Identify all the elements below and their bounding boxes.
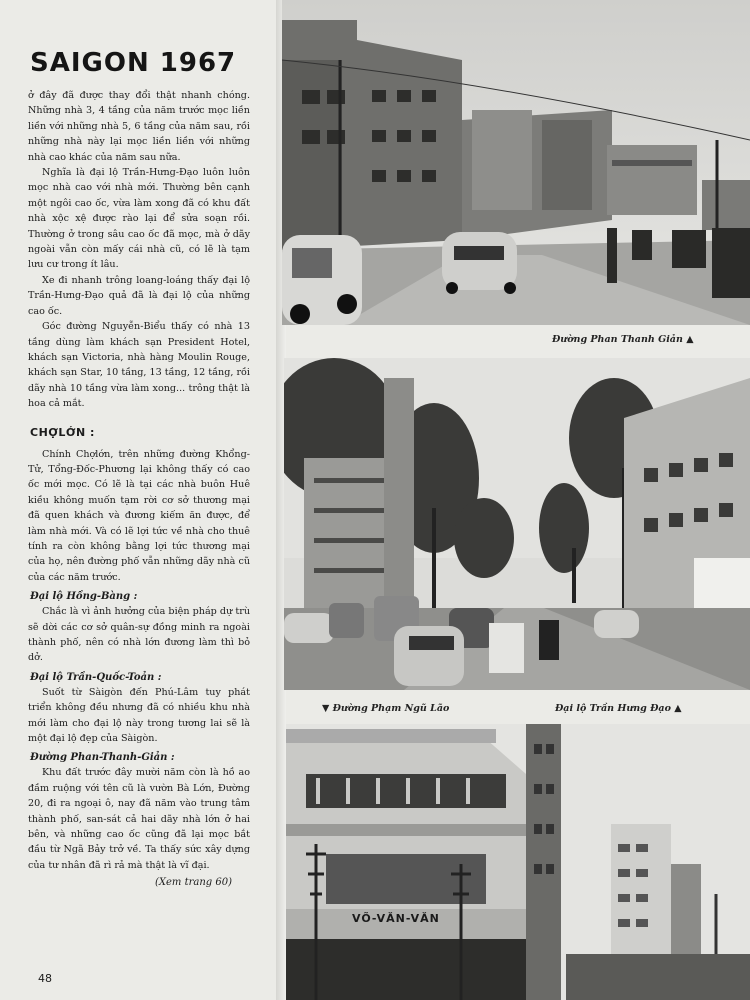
article-column (28, 48, 250, 888)
section-heading-cholon: CHỢLỚN : (30, 425, 95, 439)
subheading-phanthanhgian: Đường Phan-Thanh-Giản : (30, 752, 175, 764)
page-number: 48 (38, 972, 52, 985)
caption-text: Đường Phan Thanh Giản (552, 334, 683, 345)
paragraph: Chính Chợlớn, trên những đường Khổng-Tử, Tổng-Đốc-Phương lại không thấy có cao ốc mới mọc. Có lẽ là tại các nhà buôn Huê kiều không muốn tạm rời cơ sở thương mại đã quen khách và đương kiếm ăn được, để làm nhà mới. Và có lẽ lợi tức về nhà cho thuê tính ra còn không bằng lợi tức thương mại của họ, nên đường phố vẫn những dãy nhà cũ của các năm trước. (28, 448, 250, 583)
shop-sign: VÕ-VĂN-VĂN (352, 912, 440, 925)
caption-photo1 (552, 334, 694, 345)
continued-note: (Xem trang 60) (154, 877, 232, 889)
photo-corner-building (286, 724, 750, 1000)
triangle-down-icon: ▼ (322, 703, 330, 714)
paragraph: Nghĩa là đại lộ Trần-Hưng-Đạo luôn luôn mọc nhà cao với nhà mới. Thường bên cạnh một ngôi cao ốc, vừa làm xong đã có khu đất nhà xộc xệ được rào lại để sửa soạn rồi. Thường ở trong sâu cao ốc đã mọc, mà ở dãy ngoài vẫn còn mấy cái nhà cũ, có lẽ là tạm lưu cư trong ít lâu. (28, 167, 250, 271)
article-title: SAIGON 1967 (30, 48, 237, 78)
photo-phan-thanh-gian-street (282, 0, 750, 325)
paragraph: ở đây đã được thay đổi thật nhanh chóng. Những nhà 3, 4 tầng của năm trước mọc liền liền với những nhà 5, 6 tầng của năm sau, rồi những nhà này lại mọc liền liền với những nhà cao khác của năm sau nữa. (28, 90, 250, 163)
triangle-up-icon: ▲ (674, 703, 682, 714)
subheading-tranquoctoan: Đại lộ Trần-Quốc-Toản : (30, 671, 162, 683)
caption-photo2-right (555, 703, 682, 714)
caption-photo2-left (322, 703, 449, 714)
caption-text: Đường Phạm Ngũ Lão (332, 703, 450, 714)
paragraph: Góc đường Nguyễn-Biểu thấy có nhà 13 tầng dùng làm khách sạn President Hotel, khách sạn Victoria, nhà hàng Moulin Rouge, khách sạn Star, 10 tầng, 13 tầng, 12 tầng, rồi dãy nhà 10 tầng vừa làm xong... trông thật là hoa cả mắt. (28, 321, 250, 410)
photo-tran-hung-dao-boulevard (284, 358, 750, 690)
subheading-hongbang: Đại lộ Hồng-Bàng : (30, 591, 138, 603)
triangle-up-icon: ▲ (686, 334, 694, 345)
caption-text: Đại lộ Trần Hưng Đạo (555, 703, 671, 714)
paragraph: Khu đất trước đây mười năm còn là hồ ao đầm ruộng với tên cũ là vườn Bà Lớn, Đường 20, đi ra ngoại ô, nay đã năm vào trung tâm thành phố, san-sát cả hai dãy nhà lớn ở hai bên, và những cao ốc cũng đã lại mọc bắt đầu từ Ngã Bảy trở về. Ta thấy sức xây dựng của tư nhân đã rì rả mà thật là vĩ đại. (28, 767, 250, 871)
paragraph: Suốt từ Sàigòn đến Phú-Lâm tuy phát triển không đều nhưng đã có nhiều khu nhà mới làm cho đại lộ này trong tương lai sẽ là một đại lộ đẹp của Sàigòn. (28, 686, 250, 745)
paragraph: Chắc là vì ảnh hưởng của biện pháp dự trù sẽ dời các cơ sở quân-sự đồng minh ra ngoài thành phố, nên có nhà lớn đương làm thì bỏ dở. (28, 606, 250, 664)
paragraph: Xe đi nhanh trông loang-loáng thấy đại lộ Trần-Hưng-Đạo quả đã là đại lộ của những cao ốc. (28, 274, 250, 317)
